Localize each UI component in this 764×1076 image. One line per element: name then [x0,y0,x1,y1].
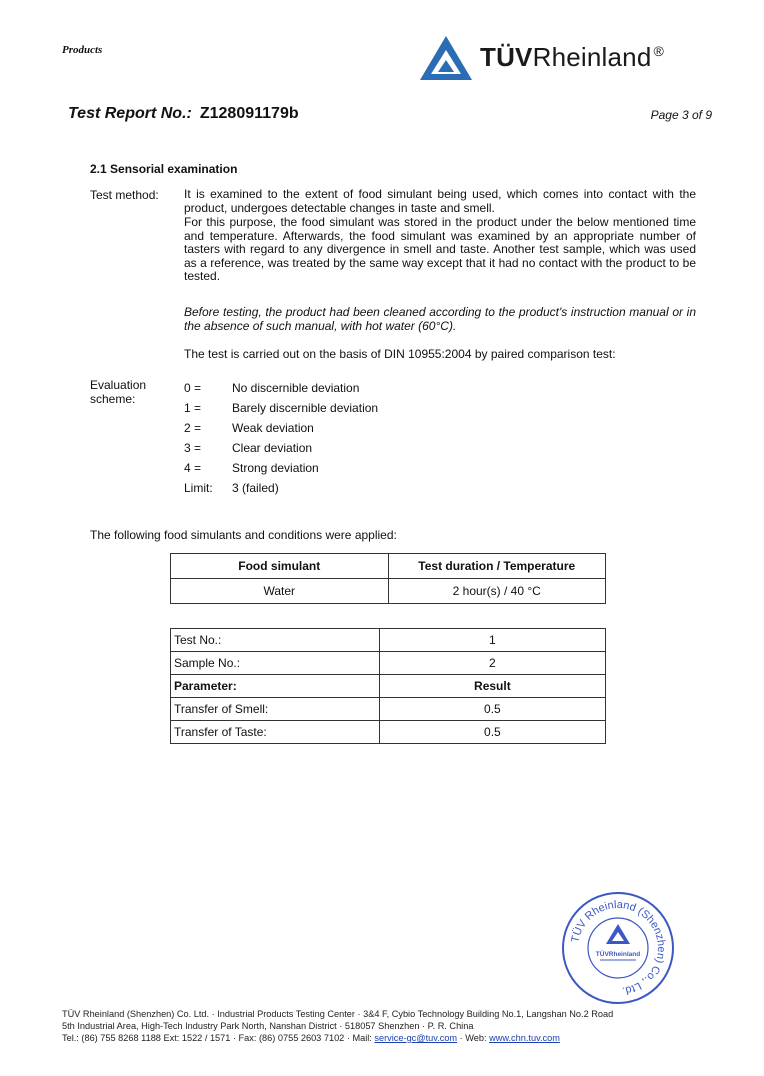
simulants-intro: The following food simulants and conditions were applied: [90,528,397,542]
products-label: Products [62,44,103,56]
page-number: Page 3 of 9 [650,108,712,122]
seal-ring-text: TÜV Rheinland (Shenzhen) Co., Ltd. [569,898,668,997]
tuv-logo [418,34,718,84]
method-paragraph-3: Before testing, the product had been cleaned according to the product's instruction manual or in the absence of such manual, with hot water (60°C). [184,305,696,333]
scheme-code: 1 = [184,401,202,415]
scheme-code: 0 = [184,381,202,395]
evaluation-label-1: Evaluation [90,378,147,392]
scheme-code: 2 = [184,421,202,435]
conditions-table [170,553,606,604]
scheme-desc: 3 (failed) [232,481,279,495]
footer [62,1008,613,1044]
logo-brand: TÜV [480,42,533,72]
scheme-desc: No discernible deviation [232,381,360,395]
row-label: Sample No.: [171,652,380,675]
row-label: Parameter: [171,675,380,698]
test-method-label: Test method: [90,188,159,202]
tuv-triangle-icon [418,34,474,82]
scheme-desc: Clear deviation [232,441,313,455]
row-value: 1 [379,629,605,652]
table-row [171,652,606,675]
table-row [171,675,606,698]
scheme-desc: Strong deviation [232,461,319,475]
section-title: 2.1 Sensorial examination [90,162,238,176]
report-number: Z128091179b [199,105,299,122]
scheme-desc: Barely discernible deviation [232,401,379,415]
method-paragraph-2: For this purpose, the food simulant was stored in the product under the below mentioned time and temperature. Afterwards, the food simulant was examined by an appropriate number of tasters with regard to any divergence in smell and taste. Another test sample, which was used as a reference, was treated by the same way except that it had no contact with the product to be tested. [184,215,696,283]
header-food-simulant: Food simulant [171,554,389,579]
scheme-code: 4 = [184,461,202,475]
table-row [171,579,606,604]
footer-web-label: · Web: [457,1033,490,1043]
row-label: Transfer of Taste: [171,721,380,744]
scheme-desc: Weak deviation [232,421,314,435]
footer-line-1: TÜV Rheinland (Shenzhen) Co. Ltd. · Industrial Products Testing Center · 3&4 F, Cybio Technology Building No.1, Langshan No.2 Road [62,1009,614,1019]
row-label: Transfer of Smell: [171,698,380,721]
logo-text [480,42,664,73]
logo-reg: ® [653,43,665,59]
table-row [171,629,606,652]
mail-link[interactable]: service-gc@tuv.com [374,1033,458,1043]
table-row [171,698,606,721]
scheme-code: 3 = [184,441,202,455]
row-value: 2 [379,652,605,675]
footer-line-3 [62,1032,613,1044]
report-label: Test Report No.: [68,105,192,122]
cell-food-simulant: Water [171,579,389,604]
seal-center-text: TÜVRheinland [595,951,641,958]
table-row [171,721,606,744]
logo-rest: Rheinland [532,42,652,72]
row-label: Test No.: [171,629,380,652]
footer-contact: Tel.: (86) 755 8268 1188 Ext: 1522 / 1571 · Fax: (86) 0755 2603 7102 · Mail: [62,1033,375,1043]
scheme-code: Limit: [184,481,213,495]
row-value: Result [379,675,605,698]
method-paragraph-1: It is examined to the extent of food simulant being used, which comes into contact with the product, undergoes detectable changes in taste and smell. [184,187,696,215]
method-paragraph-4: The test is carried out on the basis of DIN 10955:2004 by paired comparison test: [184,347,616,361]
company-seal [560,890,676,1006]
evaluation-label-2: scheme: [90,392,136,406]
web-link[interactable]: www.chn.tuv.com [489,1033,560,1043]
header-test-duration: Test duration / Temperature [388,554,606,579]
table-header-row [171,554,606,579]
cell-test-duration: 2 hour(s) / 40 °C [388,579,606,604]
row-value: 0.5 [379,698,605,721]
footer-line-2: 5th Industrial Area, High-Tech Industry Park North, Nanshan District · 518057 Shenzhen · P. R. China [62,1021,474,1031]
report-number-line [68,105,299,123]
row-value: 0.5 [379,721,605,744]
results-table [170,628,606,744]
